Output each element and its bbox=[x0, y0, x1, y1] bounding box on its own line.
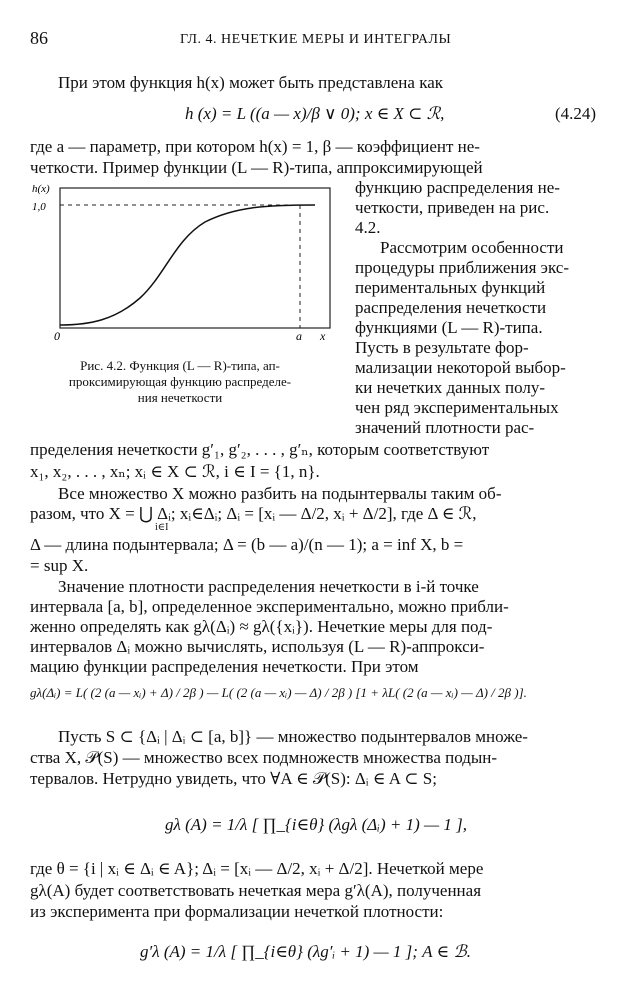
equation-g-prime-lambda-a: g′λ (A) = 1/λ [ ∏_{i∈θ} (λg′ᵢ + 1) — 1 ]; A ∈ ℬ. bbox=[140, 942, 471, 961]
equation-g-lambda-a: gλ (A) = 1/λ [ ∏_{i∈θ} (λgλ (Δᵢ) + 1) — 1 ], bbox=[165, 815, 467, 834]
equation-number: (4.24) bbox=[555, 104, 597, 123]
text-line: x₁, x₂, . . . , xₙ; xᵢ ∈ X ⊂ ℛ, i ∈ I = {1, n}. bbox=[30, 462, 320, 481]
equation-g-lambda-delta: gλ(Δᵢ) = L( (2 (a — xᵢ) + Δ) / 2β ) — L( (2 (a — xᵢ) — Δ) / 2β ) [1 + λL( (2 (a — xᵢ) — Δ) / 2β )]. bbox=[30, 685, 527, 700]
text-line: из эксперимента при формализации нечеткой плотности: bbox=[30, 902, 444, 921]
text-line: мацию функции распределения нечеткости. При этом bbox=[30, 657, 419, 676]
caption-line: проксимирующая функцию распределе- bbox=[68, 374, 292, 389]
caption-line: ния нечеткости bbox=[137, 390, 223, 405]
text-line: периментальных функций bbox=[355, 278, 546, 297]
text-line: ства X, 𝒫(S) — множество всех подмножеств множества подын- bbox=[30, 748, 498, 767]
figure-4-2 bbox=[30, 180, 340, 340]
text-line: Все множество X можно разбить на подынтервалы таким об- bbox=[58, 484, 502, 503]
y-tick-label: 1,0 bbox=[32, 201, 46, 213]
text-line: где a — параметр, при котором h(x) = 1, β — коэффициент не- bbox=[30, 137, 480, 156]
text-line: интервалов Δᵢ можно вычислять, используя (L — R)-аппрокси- bbox=[30, 637, 485, 656]
y-axis-label: h(x) bbox=[32, 183, 50, 195]
text-line: Значение плотности распределения нечеткости в i-й точке bbox=[58, 577, 479, 596]
text-line: функциями (L — R)-типа. bbox=[355, 318, 543, 337]
text-line: четкости, приведен на рис. bbox=[355, 198, 550, 217]
text-line: Δ — длина подынтервала; Δ = (b — a)/(n — 1); a = inf X, b = bbox=[30, 535, 464, 554]
text-line: женно определять как gλ(Δᵢ) ≈ gλ({xᵢ}). Нечеткие меры для под- bbox=[30, 617, 493, 636]
text-line: четкости. Пример функции (L — R)-типа, аппроксимирующей bbox=[30, 158, 483, 177]
origin-label: 0 bbox=[54, 329, 60, 340]
text-line: ки нечетких данных полу- bbox=[355, 378, 546, 397]
text-line: разом, что X = ⋃ Δᵢ; xᵢ∈Δᵢ; Δᵢ = [xᵢ — Δ/2, xᵢ + Δ/2], где Δ ∈ ℛ, bbox=[30, 504, 477, 523]
text-line: gλ(A) будет соответствовать нечеткая мера g′λ(A), полученная bbox=[30, 881, 482, 900]
running-title: ГЛ. 4. НЕЧЕТКИЕ МЕРЫ И ИНТЕГРАЛЫ bbox=[180, 32, 452, 47]
text-line: интервала [a, b], определенное экспериментально, можно прибли- bbox=[30, 597, 509, 616]
text-line: 4.2. bbox=[355, 218, 381, 237]
text-line: пределения нечеткости g′₁, g′₂, . . . , g′ₙ, которым соответствуют bbox=[30, 440, 490, 459]
union-subscript: i∈I bbox=[155, 522, 169, 533]
lr-curve bbox=[60, 205, 315, 325]
figure-caption bbox=[30, 358, 330, 406]
text-line: чен ряд экспериментальных bbox=[355, 398, 559, 417]
text-line: значений плотности рас- bbox=[355, 418, 535, 437]
caption-line: Рис. 4.2. Функция (L — R)-типа, ап- bbox=[80, 358, 280, 373]
text-line: Пусть в результате фор- bbox=[355, 338, 529, 357]
page-number: 86 bbox=[30, 28, 48, 48]
text-line: тервалов. Нетрудно увидеть, что ∀A ∈ 𝒫(S): Δᵢ ∈ A ⊂ S; bbox=[30, 769, 437, 788]
equation-4-24: h (x) = L ((a — x)/β ∨ 0); x ∈ X ⊂ ℛ, bbox=[185, 104, 445, 123]
x-axis-label: x bbox=[320, 329, 326, 340]
text-line: где θ = {i | xᵢ ∈ Δᵢ ∈ A}; Δᵢ = [xᵢ — Δ/2, xᵢ + Δ/2]. Нечеткой мере bbox=[30, 859, 484, 878]
text-line: = sup X. bbox=[30, 556, 89, 575]
text-line: функцию распределения не- bbox=[355, 178, 560, 197]
text-line: Пусть S ⊂ {Δᵢ | Δᵢ ⊂ [a, b]} — множество подынтервалов множе- bbox=[58, 727, 528, 746]
plot-frame bbox=[60, 188, 330, 328]
text-line: При этом функция h(x) может быть представлена как bbox=[58, 73, 444, 92]
text-line: Рассмотрим особенности bbox=[380, 238, 564, 257]
text-line: распределения нечеткости bbox=[355, 298, 547, 317]
text-line: процедуры приближения экс- bbox=[355, 258, 570, 277]
text-line: мализации некоторой выбор- bbox=[355, 358, 566, 377]
x-tick-a: a bbox=[296, 329, 302, 340]
